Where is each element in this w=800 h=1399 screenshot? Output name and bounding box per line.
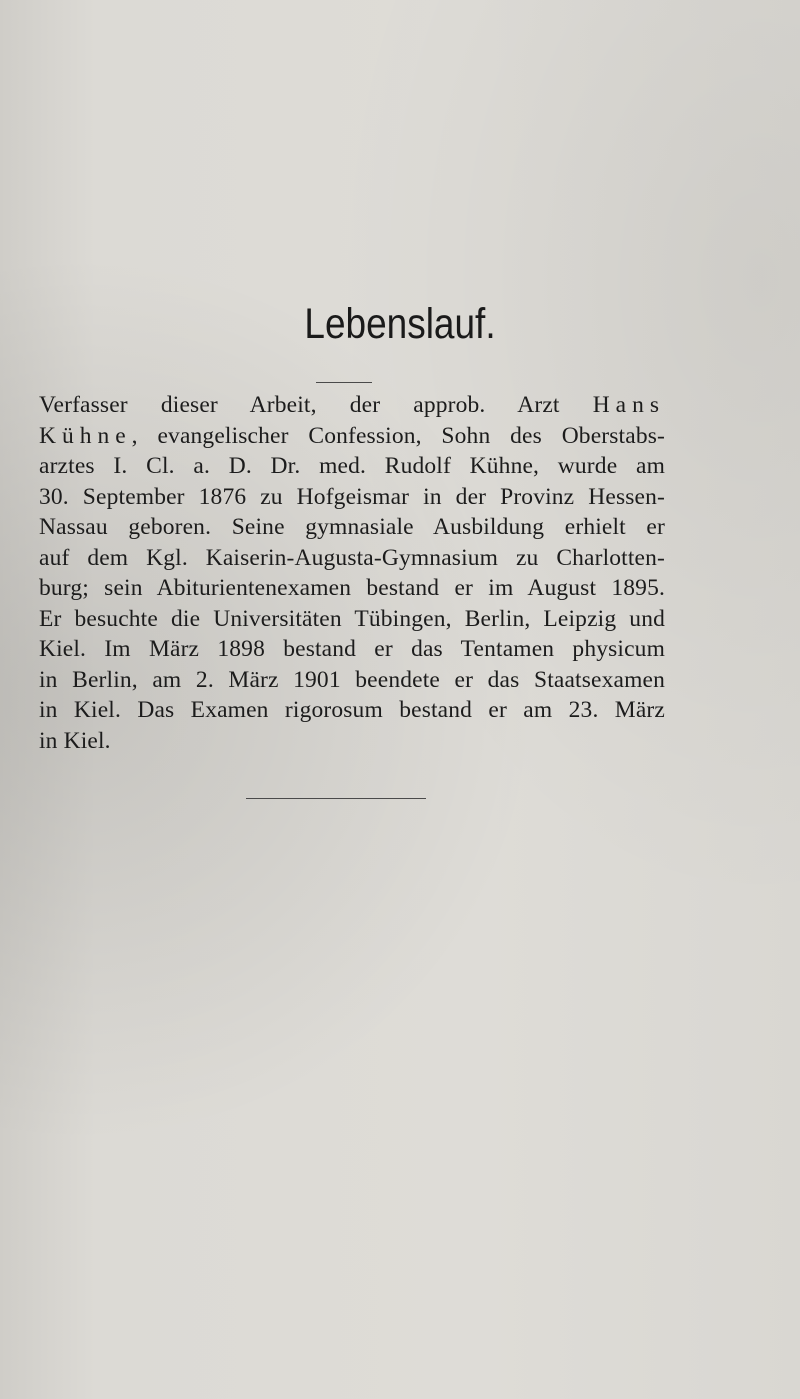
paragraph-line: Kiel. Im März 1898 bestand er das Tentamen physicum (39, 636, 665, 662)
paragraph-line: Verfasser dieser Arbeit, der approb. Arzt Hans (39, 392, 665, 418)
paragraph-line: burg; sein Abiturientenexamen bestand er im August 1895. (39, 575, 665, 601)
paragraph-line: Kühne, evangelischer Confession, Sohn des Oberstabs- (39, 422, 665, 449)
paragraph-line: arztes I. Cl. a. D. Dr. med. Rudolf Kühne, wurde am (39, 453, 665, 479)
biography-paragraph (39, 390, 665, 756)
paragraph-line: in Kiel. (39, 727, 111, 754)
title-divider (316, 382, 372, 383)
page-title: Lebenslauf. (304, 300, 496, 348)
paragraph-line: 30. September 1876 zu Hofgeismar in der Provinz Hessen- (39, 483, 665, 510)
paragraph-line: auf dem Kgl. Kaiserin-Augusta-Gymnasium zu Charlotten- (39, 544, 665, 571)
closing-divider (246, 798, 426, 799)
paragraph-line: Er besuchte die Universitäten Tübingen, Berlin, Leipzig und (39, 605, 665, 632)
paragraph-line: Nassau geboren. Seine gymnasiale Ausbildung erhielt er (39, 514, 665, 540)
paragraph-line: in Kiel. Das Examen rigorosum bestand er am 23. März (39, 697, 665, 723)
paragraph-line: in Berlin, am 2. März 1901 beendete er das Staatsexamen (39, 666, 665, 693)
